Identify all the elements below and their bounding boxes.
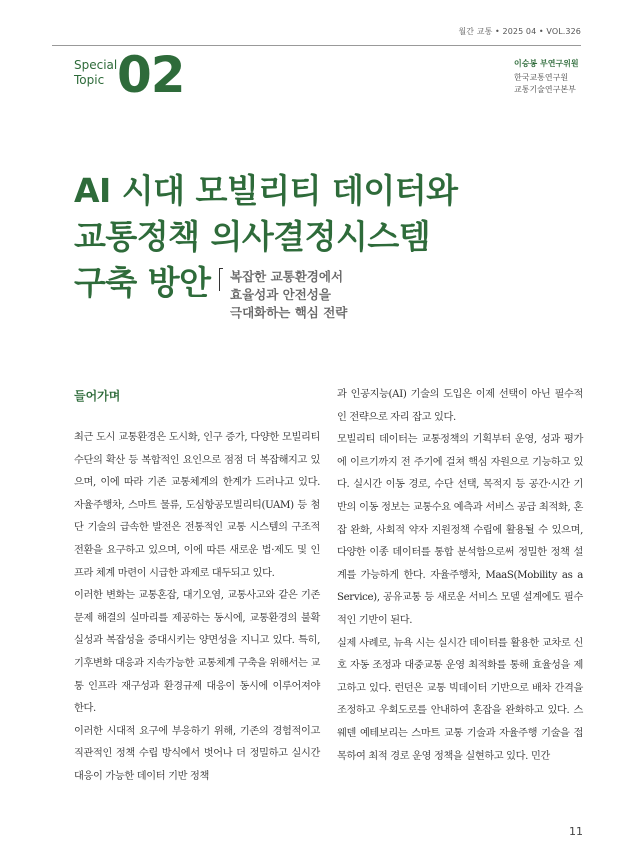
author-affiliation: 한국교통연구원: [514, 73, 569, 82]
topic-number: 02: [117, 46, 185, 104]
special-label: Special: [74, 58, 118, 72]
section-heading: 들어가며: [74, 389, 121, 403]
title-line-1: AI 시대 모빌리티 데이터와: [74, 171, 458, 210]
body-column-right: [337, 384, 583, 768]
paragraph: 과 인공지능(AI) 기술의 도입은 이제 선택이 아닌 필수적인 전략으로 자리 잡고 있다.: [337, 389, 583, 423]
body-column-left: [74, 427, 320, 789]
paragraph: 이러한 시대적 요구에 부응하기 위해, 기존의 경험적이고 직관적인 정책 수립 방식에서 벗어나 더 정밀하고 실시간 대응이 가능한 데이터 기반 정책: [74, 725, 320, 782]
subtitle-line-2: 효율성과 안전성을: [230, 287, 331, 302]
page-number: 11: [569, 825, 583, 838]
paragraph: 모빌리티 데이터는 교통정책의 기획부터 운영, 성과 평가에 이르기까지 전 주기에 걸쳐 핵심 자원으로 기능하고 있다. 실시간 이동 경로, 수단 선택, 목적지 등 공간·시간 기반의 이동 정보는 교통수요 예측과 서비스 공급 최적화, 혼잡 완화, 사회적 약자 지원정책 수립에 활용될 수 있으며, 다양한 이종 데이터를 통합 분석함으로써 정밀한 정책 설계를 가능하게 한다. 자율주행차, MaaS(Mobility as a Service), 공유교통 등 새로운 서비스 모델 설계에도 필수적인 기반이 된다.: [337, 434, 583, 626]
topic-label: Topic: [74, 73, 105, 87]
author-block: [514, 58, 579, 96]
subtitle-line-1: 복잡한 교통환경에서: [230, 269, 344, 284]
paragraph: 실제 사례로, 뉴욕 시는 실시간 데이터를 활용한 교차로 신호 자동 조정과 대중교통 운영 최적화를 통해 효율성을 제고하고 있다. 런던은 교통 빅데이터 기반으로 배차 간격을 조정하고 우회도로를 안내하여 혼잡을 완화하고 있다. 스웨덴 예테보리는 스마트 교통 기술과 자율주행 기술을 접목하여 최적 경로 운영 정책을 실현하고 있다. 민간: [337, 637, 583, 762]
title-line-3: 구축 방안: [74, 263, 211, 302]
author-name: 이승봉 부연구위원: [514, 59, 579, 68]
title-line-2: 교통정책 의사결정시스템: [74, 217, 431, 256]
paragraph: 이러한 변화는 교통혼잡, 대기오염, 교통사고와 같은 기존 문제 해결의 실마리를 제공하는 동시에, 교통환경의 불확실성과 복잡성을 증대시키는 양면성을 지니고 있다. 특히, 기후변화 대응과 지속가능한 교통체계 구축을 위해서는 교통 인프라 재구성과 환경규제 대응이 동시에 이루어져야 한다.: [74, 590, 320, 715]
subtitle-line-3: 극대화하는 핵심 전략: [230, 305, 348, 320]
special-topic-label: [74, 58, 117, 88]
issue-header: 월간 교통 • 2025 04 • VOL.326: [458, 27, 581, 36]
paragraph: 최근 도시 교통환경은 도시화, 인구 증가, 다양한 모빌리티 수단의 확산 등 복합적인 요인으로 점점 더 복잡해지고 있으며, 이에 따라 기존 교통체계의 한계가 드러나고 있다. 자율주행차, 스마트 물류, 도심항공모빌리티(UAM) 등 첨단 기술의 급속한 발전은 전통적인 교통 시스템의 구조적 전환을 요구하고 있으며, 이에 따른 새로운 법·제도 및 인프라 체계 마련이 시급한 과제로 대두되고 있다.: [74, 432, 320, 579]
author-department: 교통기술연구본부: [514, 85, 576, 94]
subtitle-bracket-mark: [219, 268, 223, 291]
article-subtitle: [230, 268, 347, 322]
